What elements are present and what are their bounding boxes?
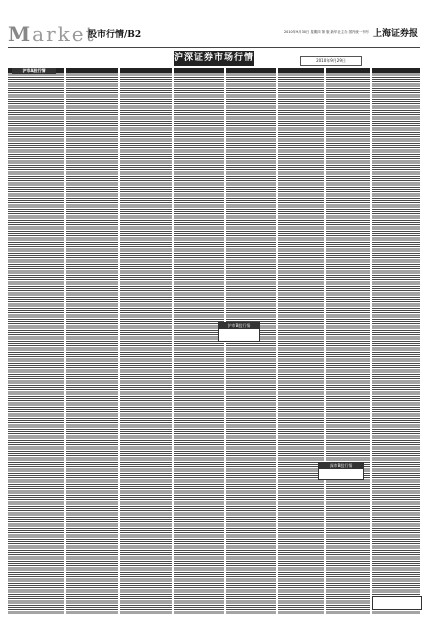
newspaper-name: 上海证券报 bbox=[372, 29, 418, 39]
dateline: 2010年9月30日 星期四 第 版 新华社主办 国内统一刊号 bbox=[284, 30, 369, 34]
table-column bbox=[8, 68, 64, 614]
market-logo: Market bbox=[8, 22, 96, 46]
table-column bbox=[326, 68, 370, 614]
table-column bbox=[174, 68, 224, 614]
table-column bbox=[278, 68, 324, 614]
banner-date: 2010年9月29日 bbox=[300, 56, 362, 66]
table-column bbox=[120, 68, 172, 614]
table-column bbox=[66, 68, 118, 614]
quote-tables bbox=[8, 68, 420, 614]
section-title: 股市行情/B2 bbox=[88, 30, 142, 40]
masthead bbox=[8, 23, 420, 47]
table-column bbox=[372, 68, 420, 614]
inset-sz-b: 深市B股行情 bbox=[318, 462, 364, 480]
inset-sh-b: 沪市B股行情 bbox=[218, 322, 260, 342]
footer-note bbox=[372, 596, 422, 610]
header-rule bbox=[8, 47, 420, 48]
header-sh-a: 沪市A股行情 bbox=[12, 68, 56, 74]
page-banner: 沪深证券市场行情 bbox=[174, 51, 254, 66]
